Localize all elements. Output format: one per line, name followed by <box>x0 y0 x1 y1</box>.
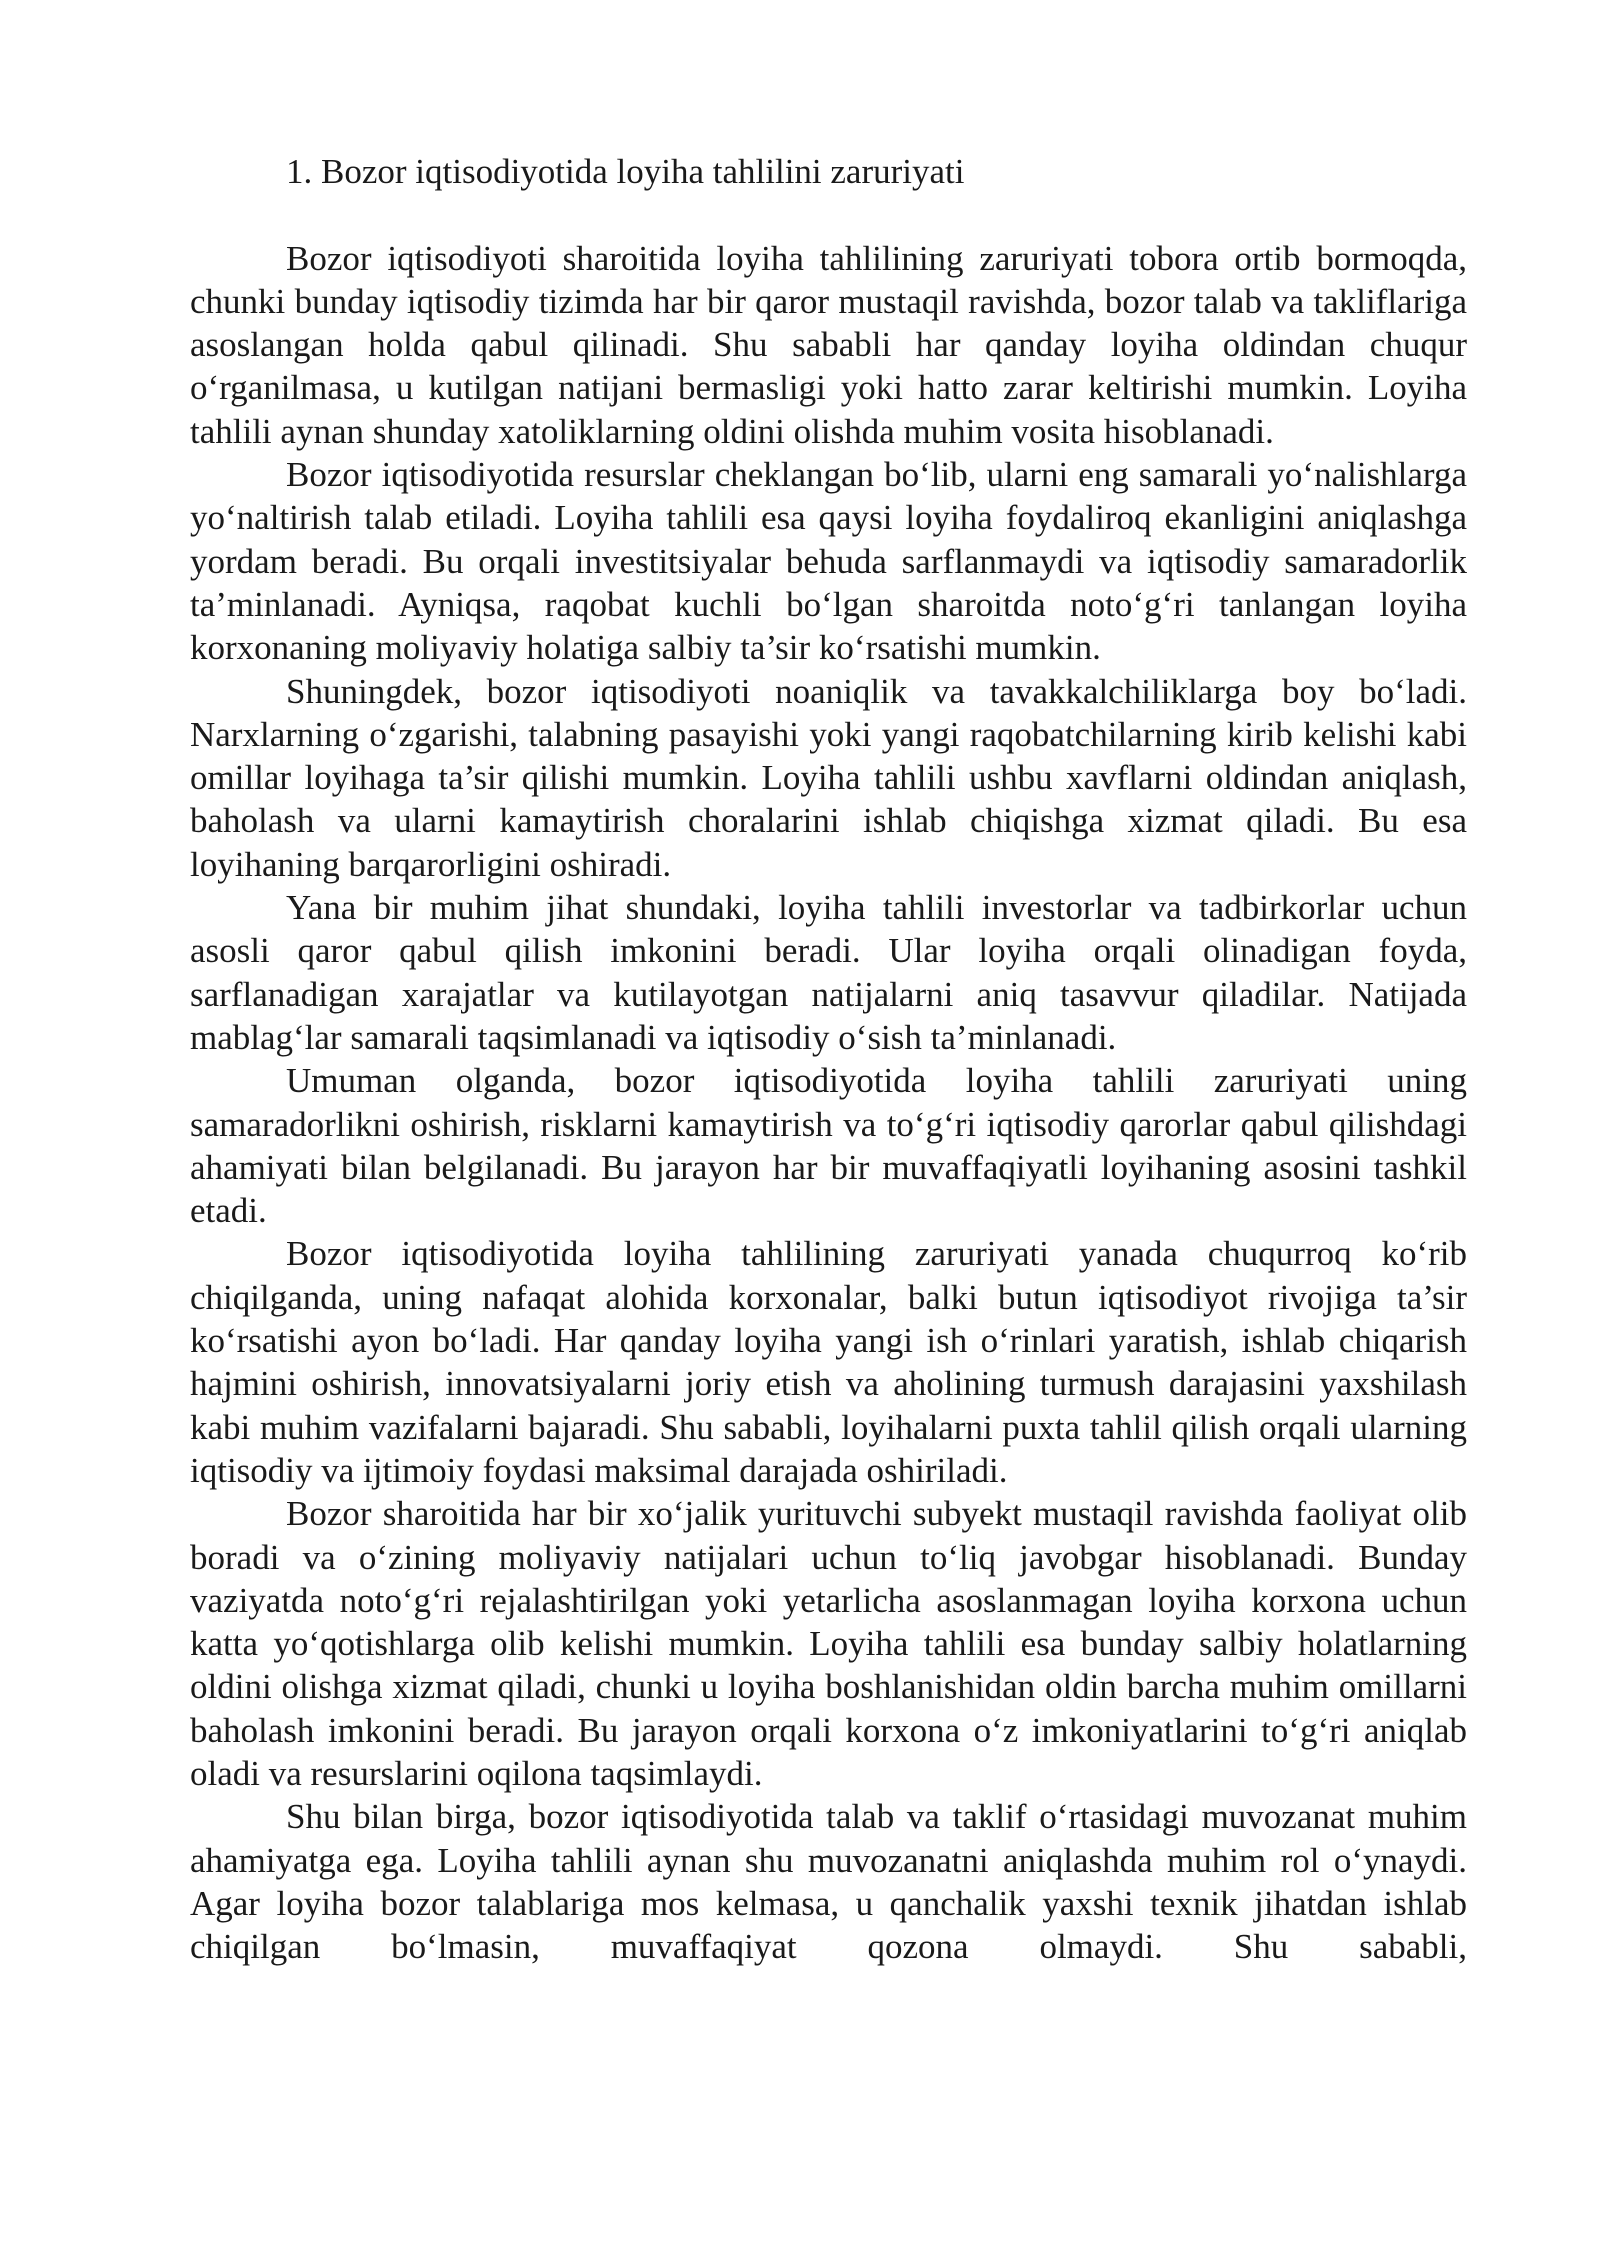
heading-spacer <box>190 193 1467 236</box>
paragraph: Umuman olganda, bozor iqtisodiyotida loyiha tahlili zaruriyati uning samaradorlikni oshirish, risklarni kamaytirish va to‘g‘ri iqtisodiy qarorlar qabul qilishdagi ahamiyati bilan belgilanadi. Bu jarayon har bir muvaffaqiyatli loyihaning asosini tashkil etadi. <box>190 1061 1467 1231</box>
paragraph: Bozor sharoitida har bir xo‘jalik yurituvchi subyekt mustaqil ravishda faoliyat olib boradi va o‘zining moliyaviy natijalari uchun to‘liq javobgar hisoblanadi. Bunday vaziyatda noto‘g‘ri rejalashtirilgan yoki yetarlicha asoslanmagan loyiha korxona uchun katta yo‘qotishlarga olib kelishi mumkin. Loyiha tahlili esa bunday salbiy holatlarning oldini olishga xizmat qiladi, chunki u loyiha boshlanishidan oldin barcha muhim omillarni baholash imkonini beradi. Bu jarayon orqali korxona o‘z imkoniyatlarini to‘g‘ri aniqlab oladi va resurslarini oqilona taqsimlaydi. <box>190 1494 1467 1793</box>
paragraph: Shu bilan birga, bozor iqtisodiyotida talab va taklif o‘rtasidagi muvozanat muhim ahamiyatga ega. Loyiha tahlili aynan shu muvozanatni aniqlashda muhim rol o‘ynaydi. Agar loyiha bozor talablariga mos kelmasa, u qanchalik yaxshi texnik jihatdan ishlab chiqilgan bo‘lmasin, muvaffaqiyat qozona olmaydi. Shu sababli, <box>190 1797 1467 1967</box>
paragraph: Shuningdek, bozor iqtisodiyoti noaniqlik va tavakkalchiliklarga boy bo‘ladi. Narxlarning o‘zgarishi, talabning pasayishi yoki yangi raqobatchilarning kirib kelishi kabi omillar loyihaga ta’sir qilishi mumkin. Loyiha tahlili ushbu xavflarni oldindan aniqlash, baholash va ularni kamaytirish choralarini ishlab chiqishga xizmat qiladi. Bu esa loyihaning barqarorligini oshiradi. <box>190 671 1467 884</box>
paragraph: Bozor iqtisodiyoti sharoitida loyiha tahlilining zaruriyati tobora ortib bormoqda, chunki bunday iqtisodiy tizimda har bir qaror mustaqil ravishda, bozor talab va takliflariga asoslangan holda qabul qilinadi. Shu sababli har qanday loyiha oldindan chuqur o‘rganilmasa, u kutilgan natijani bermasligi yoki hatto zarar keltirishi mumkin. Loyiha tahlili aynan shunday xatoliklarning oldini olishda muhim vosita hisoblanadi. <box>190 238 1467 451</box>
section-heading: 1. Bozor iqtisodiyotida loyiha tahlilini zaruriyati <box>286 152 965 191</box>
paragraph: Yana bir muhim jihat shundaki, loyiha tahlili investorlar va tadbirkorlar uchun asosli qaror qabul qilish imkonini beradi. Ular loyiha orqali olinadigan foyda, sarflanadigan xarajatlar va kutilayotgan natijalarni aniq tasavvur qiladilar. Natijada mablag‘lar samarali taqsimlanadi va iqtisodiy o‘sish ta’minlanadi. <box>190 888 1467 1057</box>
paragraph: Bozor iqtisodiyotida resurslar cheklangan bo‘lib, ularni eng samarali yo‘nalishlarga yo‘naltirish talab etiladi. Loyiha tahlili esa qaysi loyiha foydaliroq ekanligini aniqlashga yordam beradi. Bu orqali investitsiyalar behuda sarflanmaydi va iqtisodiy samaradorlik ta’minlanadi. Ayniqsa, raqobat kuchli bo‘lgan sharoitda noto‘g‘ri tanlangan loyiha korxonaning moliyaviy holatiga salbiy ta’sir ko‘rsatishi mumkin. <box>190 455 1467 668</box>
paragraph: Bozor iqtisodiyotida loyiha tahlilining zaruriyati yanada chuqurroq ko‘rib chiqilganda, uning nafaqat alohida korxonalar, balki butun iqtisodiyot rivojiga ta’sir ko‘rsatishi ayon bo‘ladi. Har qanday loyiha yangi ish o‘rinlari yaratish, ishlab chiqarish hajmini oshirish, innovatsiyalarni joriy etish va aholining turmush darajasini yaxshilash kabi muhim vazifalarni bajaradi. Shu sababli, loyihalarni puxta tahlil qilish orqali ularning iqtisodiy va ijtimoiy foydasi maksimal darajada oshiriladi. <box>190 1234 1467 1490</box>
document-body <box>190 150 1467 1968</box>
